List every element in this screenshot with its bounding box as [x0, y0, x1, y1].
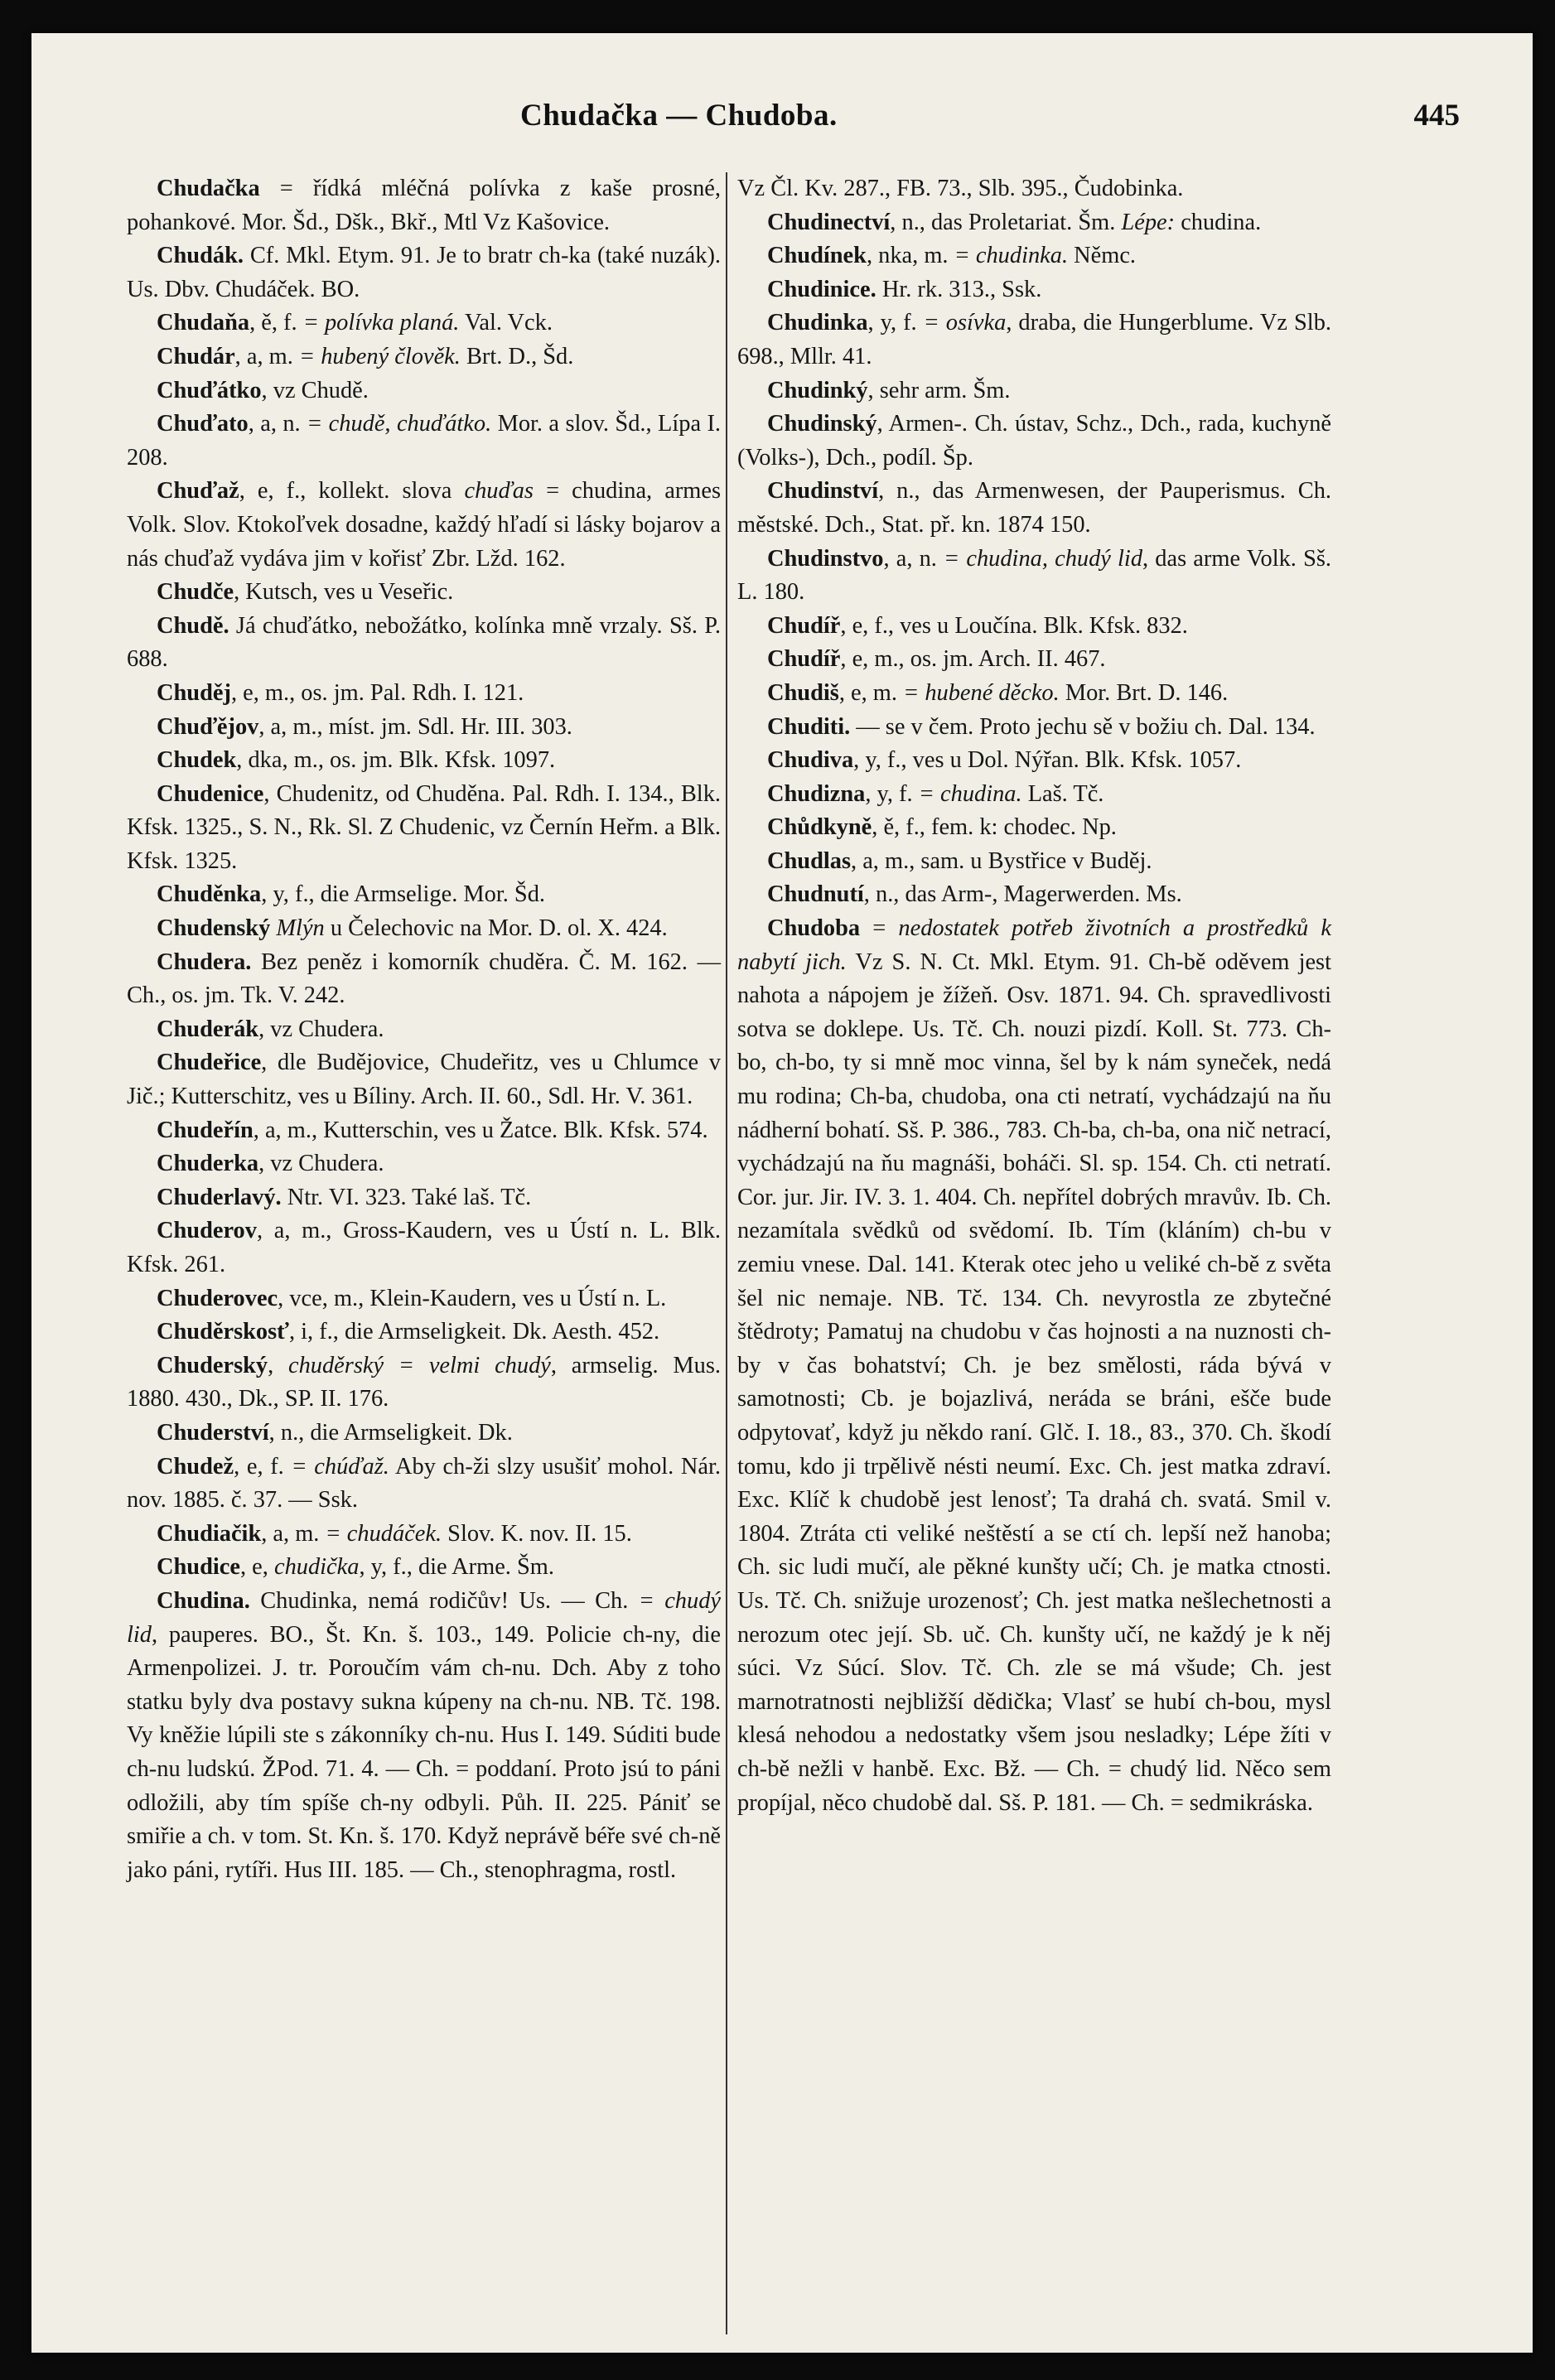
entry-text: Brt. D., Šd.: [460, 343, 574, 369]
entry-text: , n., die Armseligkeit. Dk.: [268, 1419, 513, 1446]
entry-text: , vz Chudera.: [258, 1016, 384, 1042]
dictionary-page: [31, 33, 1533, 2353]
headword: Chůdkyně: [767, 814, 872, 841]
entry-text: Vz S. N. Ct. Mkl. Etym. 91. Ch-bě oděvem jest nahota a nápojem je žížeň. Osv. 1871. 94. Ch. spravedlivosti sotva se doklepe. Us. Tč. Ch. nouzi pizdí. Koll. St. 773. Ch-bo, ch-bo, ty si mně moc vinna, šel by k nám syneček, nedá mu rodina; Ch-ba, chudoba, ona cti netratí, vychádzajú na ňu nádherní bohatí. Sš. P. 386., 783. Ch-ba, ch-ba, ona nič netrací, vychádzajú na ňu magnáši, boháči. Sl. sp. 154. Ch. cti netratí. Cor. jur. Jir. IV. 3. 1. 404. Ch. nepřítel dobrých mravův. Ib. Ch. nezamítala svědků od svědomí. Ib. Tím (kláním) ch-bu v zemiu vnese. Dal. 141. Kterak otec jeho u veliké ch-bě z světa šel nic nemaje. NB. Tč. 134. Ch. nevyrostla ze zbytečné štědroty; Pamatuj na chudobu v čas hojnosti a na nuznosti ch-by v čas bohatství; Ch. je bez smělosti, ráda bývá v samotnosti; Cb. je bojazlivá, nerádа se bráni, ešče bude odpytovať, když ju někdo raní. Glč. I. 18., 83., 370. Ch. škodí tomu, kdo ji trpělivě nésti neumí. Exc. Ch. jest matka zdraví. Exc. Klíč k chudobě jest lenosť; Ta drahá ch. svatá. Smil v. 1804. Ztráta cti veliké neštěstí a se ctí ch. lepší než hanoba; Ch. sic ludi mučí, ale pěkné kunšty učí; Ch. je matka ctnosti. Us. Tč. Ch. snižuje urozenosť; Ch. jest matka nešlechetnosti a nerozum otec její. Sb. uč. Ch. kunšty učí, ne každý je k něj súci. Vz Súcí. Slov. Tč. Ch. zle se má všude; Ch. jest marnotratnosti nejbližší dědička; Vlasť se hubí ch-bou, mysl klesá nehodou a nedostatky všem jsou nesladky; Lépe žíti v ch-bě nežli v hanbě. Exc. Bž. — Ch. = chudý lid. Něco sem propíjal, něco chudobě dal. Sš. P. 181. — Ch. = sedmikráska.: [737, 949, 1331, 1816]
entry-text: , e, m., os. jm. Pal. Rdh. I. 121.: [230, 679, 524, 706]
dictionary-entry: [127, 1013, 721, 1047]
headword: Chudě.: [157, 612, 229, 639]
definition: Mlýn: [276, 915, 325, 942]
dictionary-entry: [127, 475, 721, 576]
entry-text: , n., das Arm-, Magerwerden. Ms.: [863, 881, 1182, 908]
headword: Chudek: [157, 747, 237, 774]
headword: Chuděnka: [157, 881, 262, 908]
dictionary-entry: [127, 1551, 721, 1585]
entry-text: Já chuďátko, nebožátko, kolínka mně vrzaly. Sš. P. 688.: [127, 612, 721, 673]
headword: Chudinice.: [767, 276, 876, 302]
headword: Chudačka: [157, 176, 260, 201]
entry-text: = řídká mléčná polívka z kaše prosné, pohankové. Mor. Šd., Dšk., Bkř., Mtl Vz Kašovice.: [127, 176, 721, 235]
headword: Chudenský: [157, 915, 271, 942]
dictionary-entry: [737, 711, 1331, 745]
page-header: [31, 98, 1533, 147]
headword: Chudež: [157, 1453, 234, 1480]
entry-text: , y, f.: [867, 310, 924, 336]
entry-text: , y, f., die Arme. Šm.: [359, 1554, 554, 1581]
dictionary-entry: [127, 1585, 721, 1887]
dictionary-entry: [127, 1316, 721, 1349]
entry-text: Vz Čl. Kv. 287., FB. 73., Slb. 395., Čudobinka.: [737, 176, 1184, 201]
entry-text: = chudina, armes Volk. Slov. Ktokoľvek dosadne, každý hľadí si lásky bojarov a nás chuďaž vydáva jim v kořisť Zbr. Lžd. 162.: [127, 478, 722, 572]
entry-text: — se v čem. Proto jechu sě v božiu ch. Dal. 134.: [850, 713, 1316, 740]
headword: Chudinstvo: [767, 545, 884, 572]
entry-text: , a, m.: [234, 343, 299, 369]
entry-text: , ě, f., fem. k: chodec. Np.: [872, 814, 1117, 841]
entry-text: , sehr arm. Šm.: [867, 377, 1011, 403]
entry-text: Val. Vck.: [459, 310, 553, 336]
dictionary-entry: [737, 677, 1331, 711]
definition: = hubené děcko.: [903, 679, 1060, 706]
headword: Chudlas: [767, 847, 852, 874]
dictionary-entry: [737, 475, 1331, 542]
entry-text: , armselig. Mus. 1880. 430., Dk., SP. II. 176.: [127, 1352, 721, 1412]
entry-text: , a, m., Kutterschin, ves u Žatce. Blk. Kfsk. 574.: [253, 1117, 708, 1143]
dictionary-entry: [127, 878, 721, 912]
dictionary-entry: [737, 307, 1331, 374]
entry-text: , e, m.: [838, 679, 904, 706]
dictionary-entry: [737, 610, 1331, 644]
entry-text: Ntr. VI. 323. Také laš. Tč.: [281, 1184, 532, 1210]
entry-text: Mor. a slov. Šd., Lípa I. 208.: [127, 411, 722, 471]
entry-text: , y, f., die Armselige. Mor. Šd.: [261, 881, 546, 908]
headword: Chudeřice: [157, 1050, 262, 1076]
entry-text: Hr. rk. 313., Ssk.: [876, 276, 1042, 302]
page-number: 445: [1413, 99, 1460, 133]
dictionary-entry: [127, 340, 721, 374]
headword: Chudaňa: [157, 310, 250, 336]
dictionary-entry: [127, 912, 721, 946]
headword: Chuderlavý.: [157, 1184, 282, 1210]
entry-text: , draba, die Hungerblume. Vz Slb. 698., Mllr. 41.: [737, 310, 1331, 369]
entry-text: , i, f., die Armseligkeit. Dk. Aesth. 452.: [288, 1319, 660, 1345]
dictionary-entry: [127, 1518, 721, 1552]
headword: Chuditi.: [767, 713, 851, 740]
dictionary-entry: [127, 1147, 721, 1181]
dictionary-entry: [127, 677, 721, 711]
headword: Chudinectví: [767, 209, 891, 235]
definition: nedostatek potřeb životních a prostředků k nabytí jich.: [737, 915, 1331, 975]
entry-text: Cf. Mkl. Etym. 91. Je to bratr ch-ka (také nuzák). Us. Dbv. Chudáček. BO.: [127, 243, 721, 302]
headword: Chudiva: [767, 747, 854, 774]
entry-text: chudina.: [1175, 209, 1262, 235]
entry-text: , ě, f.: [249, 310, 303, 336]
dictionary-entry: [737, 778, 1331, 812]
definition: = chudáček.: [325, 1520, 442, 1547]
dictionary-entry: [127, 1046, 721, 1113]
dictionary-entry: [737, 811, 1331, 845]
headword: Chuďaž: [157, 478, 239, 504]
dictionary-entry: [127, 576, 721, 610]
definition: = chudina, chudý lid: [944, 545, 1143, 572]
headword: Chudera.: [157, 949, 252, 975]
entry-text: Mor. Brt. D. 146.: [1059, 679, 1229, 706]
entry-text: =: [860, 915, 899, 942]
headword: Chudina.: [157, 1587, 250, 1614]
entry-text: , e, m., os. jm. Arch. II. 467.: [840, 646, 1106, 673]
headword: Chudče: [157, 579, 234, 606]
dictionary-entry: [737, 239, 1331, 273]
definition: = hubený člověk.: [298, 343, 461, 369]
entry-text: , vce, m., Klein-Kaudern, ves u Ústí n. L.: [278, 1285, 667, 1311]
dictionary-entry: [127, 610, 721, 677]
headword: Chuderov: [157, 1218, 257, 1244]
dictionary-entry: [737, 408, 1331, 475]
dictionary-entry: [127, 374, 721, 408]
entry-text: Slov. K. nov. II. 15.: [442, 1520, 632, 1547]
dictionary-entry: [127, 1214, 721, 1282]
headword: Chuderák: [157, 1016, 259, 1042]
column-divider: [726, 172, 727, 2334]
entry-text: Aby ch-ži slzy usušiť mohol. Nár. nov. 1885. č. 37. — Ssk.: [127, 1453, 721, 1513]
entry-text: Laš. Tč.: [1021, 780, 1104, 807]
definition: = osívka: [923, 310, 1007, 336]
dictionary-entry: [127, 239, 721, 307]
entry-text: , vz Chudě.: [261, 377, 369, 403]
entry-text: , a, n.: [883, 545, 944, 572]
headword: Chuďato: [157, 411, 249, 437]
headword: Chudiačik: [157, 1520, 262, 1547]
entry-text: , Kutsch, ves u Veseřic.: [234, 579, 454, 606]
headword: Chuďátko: [157, 377, 262, 403]
entry-text: Němc.: [1068, 243, 1137, 269]
headword: Chuderovec: [157, 1285, 278, 1311]
entry-text: , a, m., míst. jm. Sdl. Hr. III. 303.: [258, 713, 572, 740]
definition: = polívka planá.: [302, 310, 460, 336]
headword: Chudoba: [767, 915, 861, 942]
dictionary-entry: [127, 172, 721, 239]
definition: chuděrský = velmi chudý: [288, 1352, 551, 1378]
dictionary-entry: [127, 1114, 721, 1148]
entry-text: , das arme Volk. Sš. L. 180.: [737, 545, 1332, 606]
headword: Chudeřín: [157, 1117, 254, 1143]
entry-text: , vz Chudera.: [258, 1151, 384, 1177]
left-column: [127, 172, 721, 1887]
headword: Chudíř: [767, 612, 841, 639]
definition: = chúďaž.: [291, 1453, 389, 1480]
headword: Chudinký: [767, 377, 868, 403]
headword: Chudnutí: [767, 881, 864, 908]
dictionary-entry: [737, 543, 1331, 610]
definition: = chudinka.: [954, 243, 1069, 269]
headword: Chuďějov: [157, 713, 259, 740]
entry-text: , e, f.: [234, 1453, 292, 1480]
running-head: Chudačka — Chudoba.: [520, 99, 838, 133]
headword: Chudiš: [767, 679, 839, 706]
entry-text: , n., das Armenwesen, der Pauperismus. Ch. městské. Dch., Stat. př. kn. 1874 150.: [737, 478, 1331, 538]
definition: = chudě, chuďátko.: [307, 411, 492, 437]
dictionary-entry: [127, 778, 721, 879]
entry-text: Chudinka, nemá rodičův! Us. — Ch.: [249, 1587, 639, 1614]
dictionary-entry: [127, 744, 721, 778]
dictionary-entry: [737, 912, 1331, 1820]
entry-text: , Armen-. Ch. ústav, Schz., Dch., rada, kuchyně (Volks-), Dch., podíl. Šp.: [737, 411, 1331, 471]
dictionary-entry: [737, 878, 1331, 912]
entry-text: , pauperes. BO., Št. Kn. š. 103., 149. Policie ch-ny, die Armenpolizei. J. tr. Poroučím vám ch-nu. Dch. Aby z toho statku byly dva postavy sukna kúpeny na ch-nu. NB. Tč. 198. Vy kněžie lúpili ste s zákonníky ch-nu. Hus I. 149. Súditi bude ch-nu ludskú. ŽPod. 71. 4. — Ch. = poddaní. Proto jsú to páni odložili, aby tím spíše ch-ny odbyli. Půh. II. 225. Pániť se smiřie a ch. v tom. St. Kn. š. 170. Když neprávě béře své ch-ně jako páni, rytíři. Hus III. 185. — Ch., stenophragma, rostl.: [127, 1621, 721, 1883]
headword: Chudák.: [157, 243, 244, 269]
headword: Chudinský: [767, 411, 877, 437]
dictionary-entry: [127, 307, 721, 340]
headword: Chudinka: [767, 310, 868, 336]
entry-text: , a, m.: [261, 1520, 326, 1547]
headword: Chuděj: [157, 679, 231, 706]
entry-text: , nka, m.: [866, 243, 954, 269]
entry-text: , e,: [239, 1554, 274, 1581]
entry-text: , n., das Proletariat. Šm.: [890, 209, 1122, 235]
dictionary-entry: [737, 845, 1331, 879]
entry-text: , dle Budějovice, Chudeřitz, ves u Chlumce v Jič.; Kutterschitz, ves u Bíliny. Arch. II. 60., Sdl. Hr. V. 361.: [127, 1050, 721, 1110]
entry-continuation: [737, 172, 1331, 206]
dictionary-entry: [737, 744, 1331, 778]
headword: Chudár: [157, 343, 235, 369]
headword: Chudinství: [767, 478, 879, 504]
dictionary-entry: [737, 206, 1331, 240]
dictionary-entry: [127, 1417, 721, 1451]
entry-text: , dka, m., os. jm. Blk. Kfsk. 1097.: [236, 747, 556, 774]
headword: Chudíř: [767, 646, 841, 673]
entry-text: , a, m., Gross-Kaudern, ves u Ústí n. L. Blk. Kfsk. 261.: [127, 1218, 721, 1277]
headword: Chuderství: [157, 1419, 269, 1446]
entry-text: , Chudenitz, od Chuděna. Pal. Rdh. I. 134., Blk. Kfsk. 1325., S. N., Rk. Sl. Z Chudenic, vz Černín Heřm. a Blk. Kfsk. 1325.: [127, 780, 721, 874]
entry-text: , a, n.: [248, 411, 307, 437]
headword: Chudice: [157, 1554, 240, 1581]
dictionary-entry: [737, 374, 1331, 408]
dictionary-entry: [127, 711, 721, 745]
entry-text: , e, f., kollekt. slova: [239, 478, 465, 504]
dictionary-entry: [737, 273, 1331, 307]
entry-text: ,: [268, 1352, 288, 1378]
entry-text: , y, f., ves u Dol. Nýřan. Blk. Kfsk. 1057.: [853, 747, 1242, 774]
dictionary-entry: [127, 1181, 721, 1215]
headword: Chuděrskosť: [157, 1319, 289, 1345]
entry-text: Bez peněz i komorník chuděra. Č. M. 162. — Ch., os. jm. Tk. V. 242.: [127, 949, 721, 1009]
dictionary-entry: [127, 1451, 721, 1518]
headword: Chudenice: [157, 780, 264, 807]
definition: = chudina.: [918, 780, 1022, 807]
dictionary-entry: [737, 643, 1331, 677]
headword: Chudizna: [767, 780, 866, 807]
headword: Chuderka: [157, 1151, 259, 1177]
dictionary-entry: [127, 408, 721, 475]
entry-text: u Čelechovic na Mor. D. ol. X. 424.: [324, 915, 668, 942]
entry-text: , e, f., ves u Loučína. Blk. Kfsk. 832.: [840, 612, 1188, 639]
headword: Chudínek: [767, 243, 867, 269]
dictionary-entry: [127, 1349, 721, 1417]
entry-text: , y, f.: [865, 780, 919, 807]
dictionary-entry: [127, 1282, 721, 1316]
entry-text: , a, m., sam. u Bystřice v Buděj.: [851, 847, 1152, 874]
definition: chuďas: [464, 478, 534, 504]
definition: chudička: [273, 1554, 360, 1581]
definition: = chudý lid: [127, 1587, 721, 1648]
definition: Lépe:: [1121, 209, 1176, 235]
right-column: [737, 172, 1331, 1820]
headword: Chuderský: [157, 1352, 268, 1378]
dictionary-entry: [127, 946, 721, 1013]
